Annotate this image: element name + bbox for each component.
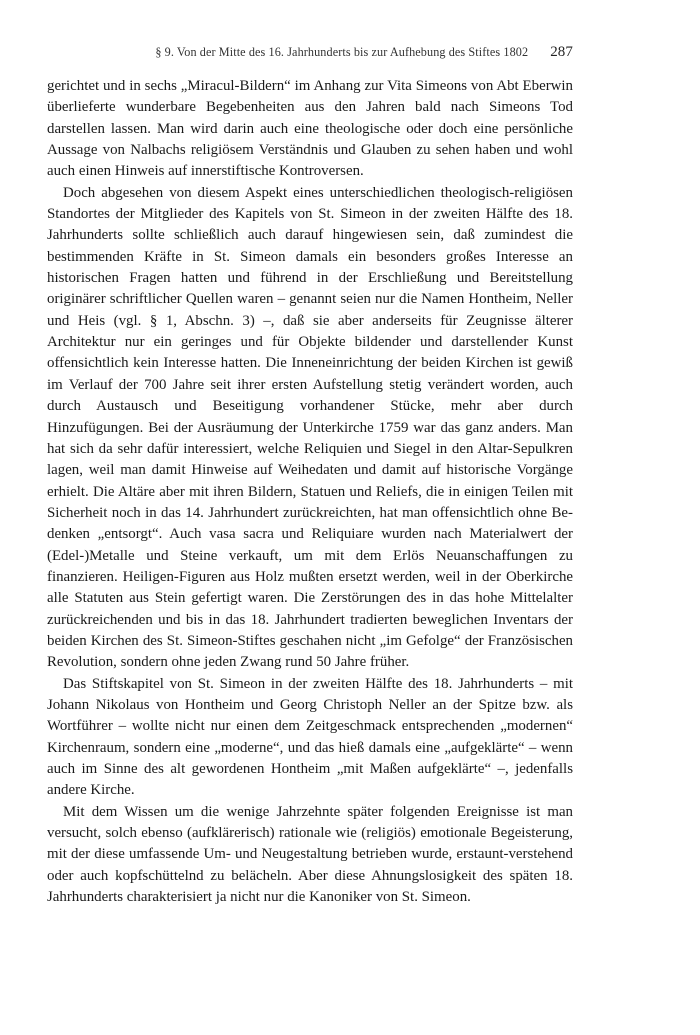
paragraph-continuation: gerichtet und in sechs „Miracul-Bildern“ im Anhang zur Vita Simeons von Abt Eberwin überlieferte wunderbare Begebenheiten aus den Jahren bald nach Simeons Tod darstellen lassen. Man wird darin auch eine theologische oder doch eine persönliche Aussage von Nalbachs religiösem Verständnis und Glauben zu sehen haben und wohl auch einen Hinweis auf innerstiftische Kontroversen. (47, 78, 573, 180)
running-header (47, 44, 573, 66)
paragraph: Doch abgesehen von diesem Aspekt eines unterschiedlichen theologisch-religiösen Standortes der Mitglieder des Kapitels von St. Simeon in der zweiten Hälfte des 18. Jahrhunderts sollte schließlich auch darauf hingewiesen sein, daß zumindest die bestimmenden Kräfte in St. Simeon damals ein besonders großes Interesse an historischen Fragen hatten und führend in der Erschließung und Bereitstellung originärer schriftlicher Quellen waren – genannt seien nur die Namen Hontheim, Neller und Heis (vgl. § 1, Abschn. 3) –, daß sie aber anderseits für Zeugnisse älterer Architektur nur ein geringes und für Objekte bildender und darstellender Kunst offensichtlich kein Interesse hatten. Die Inneneinrichtung der beiden Kirchen ist gewiß im Verlauf der 700 Jahre seit ihrer ersten Aufstellung stetig verändert worden, auch durch Austausch und Beseitigung vorhandener Stücke, mehr aber durch Hinzufügungen. Bei der Ausräumung der Unterkirche 1759 war das ganz anders. Man hat sich da sehr dafür interessiert, welche Reliquien und Siegel in den Altar-Sepulkren lagen, weil man damit Hinweise auf Weihedaten und damit auf historische Vorgänge erhielt. Die Altäre aber mit ihren Bildern, Statuen und Reliefs, die in einigen Teilen mit Sicherheit noch in das 14. Jahrhundert zurückreichten, hat man offensichtlich ohne Bedenken „entsorgt“. Auch vasa sacra und Reliquiare wurden nach Materialwert der (Edel-)Metalle und Steine verkauft, um mit dem Erlös Neuanschaffungen zu finanzieren. Heiligen-Figuren aus Holz mußten ersetzt werden, weil in der Oberkirche alle Statuten aus Stein gefertigt waren. Die Zerstörungen des in das hohe Mittelalter zurückreichenden und bis in das 18. Jahrhundert tradierten beweglichen Inventars der beiden Kirchen des St. Simeon-Stiftes geschahen nicht „im Gefolge“ der Französischen Revolution, sondern ohne jeden Zwang rund 50 Jahre früher. (47, 184, 573, 671)
body-text (47, 76, 573, 908)
running-title: § 9. Von der Mitte des 16. Jahrhunderts bis zur Aufhebung des Stiftes 1802 (155, 45, 529, 59)
book-page (47, 44, 573, 908)
paragraph: Mit dem Wissen um die wenige Jahrzehnte später folgenden Ereignisse ist man versucht, solch ebenso (aufklärerisch) rationale wie (religiös) emotionale Begeisterung, mit der diese umfassende Um- und Neugestaltung betrieben wurde, erstaunt-verstehend oder auch kopfschüttelnd zu belächeln. Aber diese Ahnungslosigkeit des späten 18. Jahrhunderts charakterisiert ja nicht nur die Kanoniker von St. Simeon. (47, 803, 573, 906)
paragraph: Das Stiftskapitel von St. Simeon in der zweiten Hälfte des 18. Jahrhunderts – mit Johann Nikolaus von Hontheim und Georg Christoph Neller an der Spitze bzw. als Wortführer – wollte nicht nur einen dem Zeitgeschmack entsprechenden „modernen“ Kirchenraum, sondern eine „moderne“, und das hieß damals eine „aufgeklärte“ – wenn auch im Sinne des alt gewordenen Hontheim „mit Maßen aufgeklärte“ –, jedenfalls andere Kirche. (47, 675, 573, 799)
page-number: 287 (550, 44, 573, 60)
